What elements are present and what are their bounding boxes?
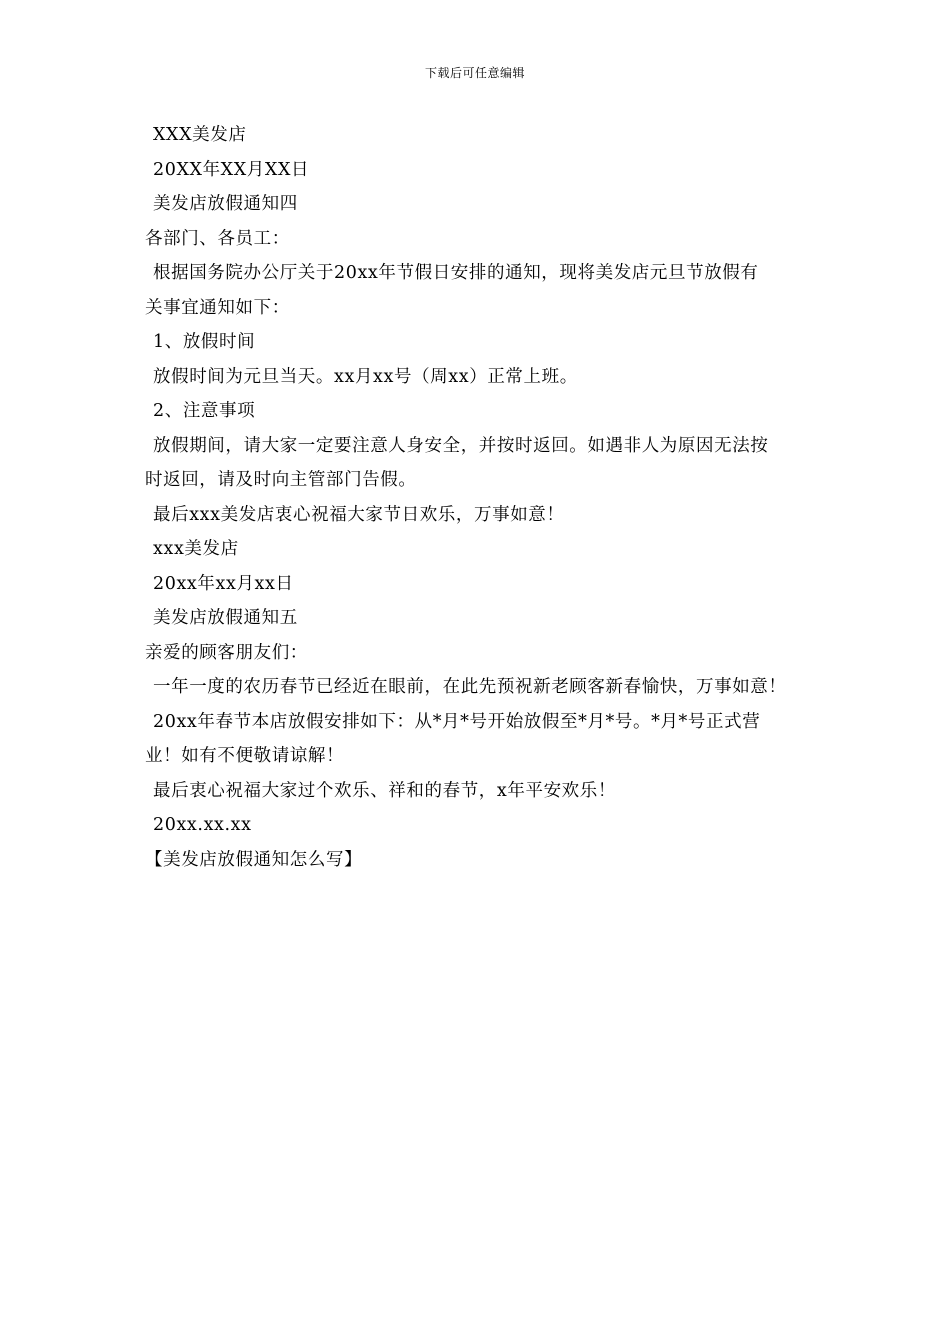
doc-line: 20xx年xx月xx日	[153, 573, 294, 594]
doc-line: 根据国务院办公厅关于20xx年节假日安排的通知，现将美发店元旦节放假有	[153, 263, 759, 283]
doc-line: 一年一度的农历春节已经近在眼前，在此先预祝新老顾客新春愉快，万事如意！	[153, 677, 787, 697]
doc-line: 放假期间，请大家一定要注意人身安全，并按时返回。如遇非人为原因无法按	[153, 435, 769, 456]
doc-line: 2、注意事项	[153, 401, 256, 421]
doc-line: 美发店放假通知五	[153, 608, 298, 628]
doc-line: 20xx年春节本店放假安排如下：从*月*号开始放假至*月*号。*月*号正式营	[153, 711, 761, 732]
document-body	[145, 118, 825, 877]
doc-line: 放假时间为元旦当天。xx月xx号（周xx）正常上班。	[153, 366, 578, 387]
doc-line: 【美发店放假通知怎么写】	[145, 849, 363, 870]
doc-line: xxx美发店	[153, 539, 239, 559]
doc-line: 1、放假时间	[153, 332, 256, 352]
doc-line: 20XX年XX月XX日	[153, 159, 310, 180]
doc-line: 各部门、各员工：	[145, 228, 290, 249]
doc-line: 亲爱的顾客朋友们：	[145, 642, 308, 663]
doc-line: 业！如有不便敬请谅解！	[145, 746, 345, 766]
page-header-note: 下载后可任意编辑	[424, 66, 525, 80]
doc-line: 最后衷心祝福大家过个欢乐、祥和的春节，x年平安欢乐！	[153, 780, 616, 801]
doc-line: XXX美发店	[153, 125, 247, 145]
doc-line: 关事宜通知如下：	[145, 297, 290, 318]
doc-line: 美发店放假通知四	[153, 194, 298, 214]
doc-line: 时返回，请及时向主管部门告假。	[145, 470, 417, 490]
doc-line: 20xx.xx.xx	[153, 815, 252, 835]
doc-line: 最后xxx美发店衷心祝福大家节日欢乐，万事如意！	[153, 504, 565, 525]
